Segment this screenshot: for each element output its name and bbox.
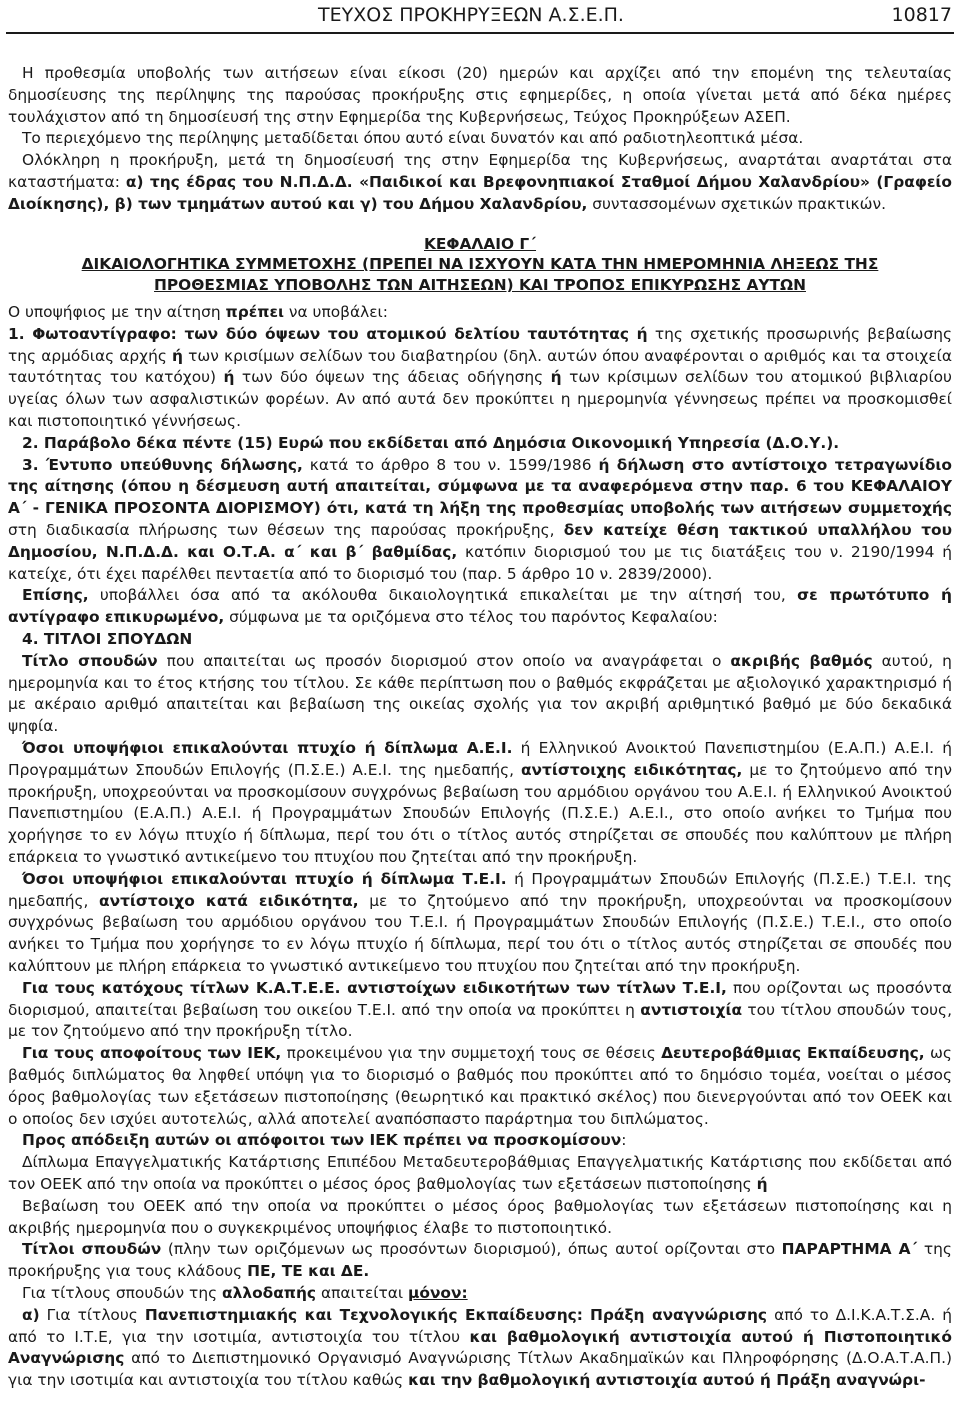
iek-diploma: Δίπλωμα Επαγγελματικής Κατάρτισης Επιπέδου Μεταδευτεροβάθμιας Επαγγελματικής Κατάρτισης που εκδίδεται από τον ΟΕΕΚ από την οποία να προκύπτει ο μέσος όρος βαθμολογίας των εξετάσεων πιστοποίησης ή [8,1153,952,1193]
chapter-heading [8,234,952,296]
item-4-title: 4. ΤΙΤΛΟΙ ΣΠΟΥΔΩΝ [22,630,193,649]
aei-paragraph: Όσοι υποψήφιοι επικαλούνται πτυχίο ή δίπλωμα Α.Ε.Ι. ή Ελληνικού Ανοικτού Πανεπιστημίου (Ε.Α.Π.) Α.Ε.Ι. ή Προγραμμάτων Σπουδών Επιλογής (Π.Σ.Ε.) Α.Ε.Ι. της ημεδαπής, αντίστοιχης ειδικότητας, με το ζητούμενο από την προκήρυξη, υποχρεούνται να προσκομίσουν συγχρόνως βεβαίωση του αρμόδιου οργάνου του Α.Ε.Ι. ή Ελληνικού Ανοικτού Πανεπιστημίου (Ε.Α.Π.) Α.Ε.Ι. ή Προγραμμάτων Σπουδών Επιλογής (Π.Σ.Ε.) Α.Ε.Ι., στο οποίο ανήκει το Τμήμα που χορήγησε το εν λόγω πτυχίο ή δίπλωμα, περί του ότι ο τίτλος αυτός στηρίζεται σε σπουδές που καλύπτουν με πλήρη επάρκεια το γνωστικό αντικείμενο του πτυχίου που ζητείται από την προκήρυξη. [8,739,952,866]
intro-posting: Ολόκληρη η προκήρυξη, μετά τη δημοσίευσή της στην Εφημερίδα της Κυβερνήσεως, αναρτάται αναρτάται στα καταστήματα: α) της έδρας του Ν.Π.Δ.Δ. «Παιδικοί και Βρεφονηπιακοί Σταθμοί Δήμου Χαλανδρίου» (Γραφείο Διοίκησης), β) των τμημάτων αυτού και γ) του Δήμου Χαλανδρίου, συντασσομένων σχετικών πρακτικών. [8,151,952,213]
page-header [0,2,960,28]
journal-title: ΤΕΥΧΟΣ ΠΡΟΚΗΡΥΞΕΩΝ Α.Σ.Ε.Π. [318,4,624,26]
chapter-title: ΚΕΦΑΛΑΙΟ Γ΄ [423,234,537,253]
intro-media: Το περιεχόμενο της περίληψης μεταδίδεται όπου αυτό είναι δυνατόν και από ραδιοτηλεοπτικά μέσα. [22,129,804,148]
chapter-subtitle-1: ΔΙΚΑΙΟΛΟΓΗΤΙΚΑ ΣΥΜΜΕΤΟΧΗΣ (ΠΡΕΠΕΙ ΝΑ ΙΣΧΥΟΥΝ ΚΑΤΑ ΤΗΝ ΗΜΕΡΟΜΗΝΙΑ ΛΗΞΕΩΣ ΤΗΣ [81,255,879,274]
item-1: 1. Φωτοαντίγραφο: των δύο όψεων του ατομικού δελτίου ταυτότητας ή της σχετικής προσωρινής βεβαίωσης της αρμόδιας αρχής ή των κρισίμων σελίδων του διαβατηρίου (δηλ. αυτών όπου αναφέρονται ο αριθμός και τα στοιχεία ταυτότητας του κατόχου) ή των δύο όψεων της άδειας οδήγησης ή των κρίσιμων σελίδων του ατομικού βιβλιαρίου υγείας όλων των ασφαλιστικών φορέων. Αν από αυτά δεν προκύπτει η ημερομηνία γέννησεως πρέπει να προσκομισθεί και πιστοποιητικό γέννήσεως. [8,324,952,431]
iek-proof-heading: Προς απόδειξη αυτών οι απόφοιτοι των ΙΕΚ πρέπει να προσκομίσουν: [22,1131,627,1150]
page-number: 10817 [891,4,952,26]
lead-sentence: Ο υποψήφιος με την αίτηση πρέπει να υποβάλει: [8,303,388,322]
chapter-subtitle-2: ΠΡΟΘΕΣΜΙΑΣ ΥΠΟΒΟΛΗΣ ΤΩΝ ΑΙΤΗΣΕΩΝ) ΚΑΙ ΤΡΟΠΟΣ ΕΠΙΚΥΡΩΣΗΣ ΑΥΤΩΝ [154,275,806,294]
document-body [8,63,952,1392]
also-submit: Επίσης, υποβάλλει όσα από τα ακόλουθα δικαιολογητικά επικαλείται με την αίτησή του, σε πρωτότυπο ή αντίγραφο επικυρωμένο, σύμφωνα με τα οριζόμενα στο τέλος του παρόντος Κεφαλαίου: [8,586,952,627]
iek-paragraph: Για τους αποφοίτους των ΙΕΚ, προκειμένου για την συμμετοχή τους σε θέσεις Δευτεροβάθμιας Εκπαίδευσης, ως βαθμός διπλώματος θα ληφθεί υπόψη για το διορισμό ο βαθμός που προκύπτει από το δημόσιο τομέα, νοείται ο μέσος όρος βαθμολογίας των εξετάσεων πιστοποίησης (θεωρητικό και πρακτικό σκέλος) που διενεργούνται από τον ΟΕΕΚ και ο οποίος δεν ισχύει αυτοτελώς, αλλά αποτελεί αναπόσπαστο παράρτημα του διπλώματος. [8,1044,952,1128]
foreign-titles: Για τίτλους σπουδών της αλλοδαπής απαιτείται μόνον: [22,1283,468,1302]
item-2: 2. Παράβολο δέκα πέντε (15) Ευρώ που εκδίδεται από Δημόσια Οικονομική Υπηρεσία (Δ.Ο.Υ.). [22,433,840,452]
item-a: α) Για τίτλους Πανεπιστημιακής και Τεχνολογικής Εκπαίδευσης: Πράξη αναγνώρισης από το Δ.Ι.Κ.Α.Τ.Σ.Α. ή από το Ι.Τ.Ε, για την ισοτιμία, αντιστοιχία του τίτλου και βαθμολογική αντιστοιχία αυτού ή Πιστοποιητικό Αναγνώρισης από το Διεπιστημονικό Οργανισμό Αναγνώρισης Τίτλων Ακαδημαϊκών και Πληροφόρησης (Δ.Ο.Α.Τ.Α.Π.) για την ισοτιμία και αντιστοιχία του τίτλου καθώς και την βαθμολογική αντιστοιχία αυτού ή Πράξη αναγνώρι- [8,1305,952,1390]
intro-deadline: Η προθεσμία υποβολής των αιτήσεων είναι είκοσι (20) ημερών και αρχίζει από την επομένη της τελευταίας δημοσίευσης της περίληψης της παρούσας προκήρυξης στις εφημερίδες, η οποία γίνεται μετά από δέκα ημέρες τουλάχιστον από τη δημοσίευσή της στην Εφημερίδα της Κυβερνήσεως, Τεύχος Προκηρύξεων ΑΣΕΠ. [8,64,952,126]
degree-paragraph: Τίτλο σπουδών που απαιτείται ως προσόν διορισμού στον οποίο να αναγράφεται ο ακριβής βαθμός αυτού, η ημερομηνία και το έτος κτήσης του τίτλου. Σε κάθε περίπτωση που ο βαθμός εκφράζεται με αξιολογικό χαρακτηρισμό ή με ακέραιο αριθμό απαιτείται και βεβαίωση της οικείας σχολής για τον ακριβή αριθμητικό βαθμό με δύο δεκαδικά ψηφία. [8,651,952,736]
tei-paragraph: Όσοι υποψήφιοι επικαλούνται πτυχίο ή δίπλωμα Τ.Ε.Ι. ή Προγραμμάτων Σπουδών Επιλογής (Π.Σ.Ε.) Τ.Ε.Ι. της ημεδαπής, αντίστοιχο κατά ειδικότητα, με το ζητούμενο από την προκήρυξη, υποχρεούνται να προσκομίσουν συγχρόνως βεβαίωση του αρμόδιου οργάνου του Τ.Ε.Ι. ή Προγραμμάτων Σπουδών Επιλογής (Π.Σ.Ε.) Τ.Ε.Ι., στο οποίο ανήκει το Τμήμα που χορήγησε το εν λόγω πτυχίο ή δίπλωμα, περί του ότι ο τίτλος αυτός στηρίζεται σε σπουδές που καλύπτουν με πλήρη επάρκεια το γνωστικό αντικείμενο του πτυχίου που ζητείται από την προκήρυξη. [8,869,952,975]
katee-paragraph: Για τους κατόχους τίτλων Κ.Α.Τ.Ε.Ε. αντιστοίχων ειδικοτήτων των τίτλων Τ.Ε.Ι, που ορίζονται ως προσόντα διορισμού, απαιτείται βεβαίωση του οικείου Τ.Ε.Ι. από την οποία να προκύπτει η αντιστοιχία του τίτλου σπουδών τους, με τον ζητούμενο από την προκήρυξη τίτλο. [8,978,952,1041]
titles-paragraph: Τίτλοι σπουδών (πλην των οριζόμενων ως προσόντων διορισμού), όπως αυτοί ορίζονται στο ΠΑΡΑΡΤΗΜΑ Α΄ της προκήρυξης για τους κλάδους ΠΕ, ΤΕ και ΔΕ. [8,1240,952,1281]
header-rule [6,32,954,34]
posting-places: α) της έδρας του Ν.Π.Δ.Δ. «Παιδικοί και Βρεφονηπιακοί Σταθμοί Δήμου Χαλανδρίου» (Γραφείο Διοίκησης), β) των τμημάτων αυτού και γ) του Δήμου Χαλανδρίου, [8,172,952,213]
item-3: 3. Έντυπο υπεύθυνης δήλωσης, κατά το άρθρο 8 του ν. 1599/1986 ή δήλωση στο αντίστοιχο τετραγωνίδιο της αίτησης (όπου η δέσμευση αυτή απαιτείται, σύμφωνα με τα αναφερόμενα στην παρ. 6 του ΚΕΦΑΛΑΙΟΥ Α΄ - ΓΕΝΙΚΑ ΠΡΟΣΟΝΤΑ ΔΙΟΡΙΣΜΟΥ) ότι, κατά τη λήξη της προθεσμίας υποβολής των αιτήσεων συμμετοχής στη διαδικασία πλήρωσης των θέσεων της παρούσας προκήρυξης, δεν κατείχε θέση τακτικού υπαλλήλου του Δημοσίου, Ν.Π.Δ.Δ. και Ο.Τ.Α. α΄ και β΄ βαθμίδας, κατόπιν διορισμού του με τις διατάξεις του ν. 2190/1994 ή κατείχε, ότι έχει παρέλθει πενταετία από το διορισμό του (παρ. 5 άρθρο 10 ν. 2839/2000). [8,455,952,583]
iek-certificate: Βεβαίωση του ΟΕΕΚ από την οποία να προκύπτει ο μέσος όρος βαθμολογίας των εξετάσεων πιστοποίησης και η ακριβής ημερομηνία που ο συγκεκριμένος υποψήφιος έλαβε το πιστοποιητικό. [8,1196,952,1237]
